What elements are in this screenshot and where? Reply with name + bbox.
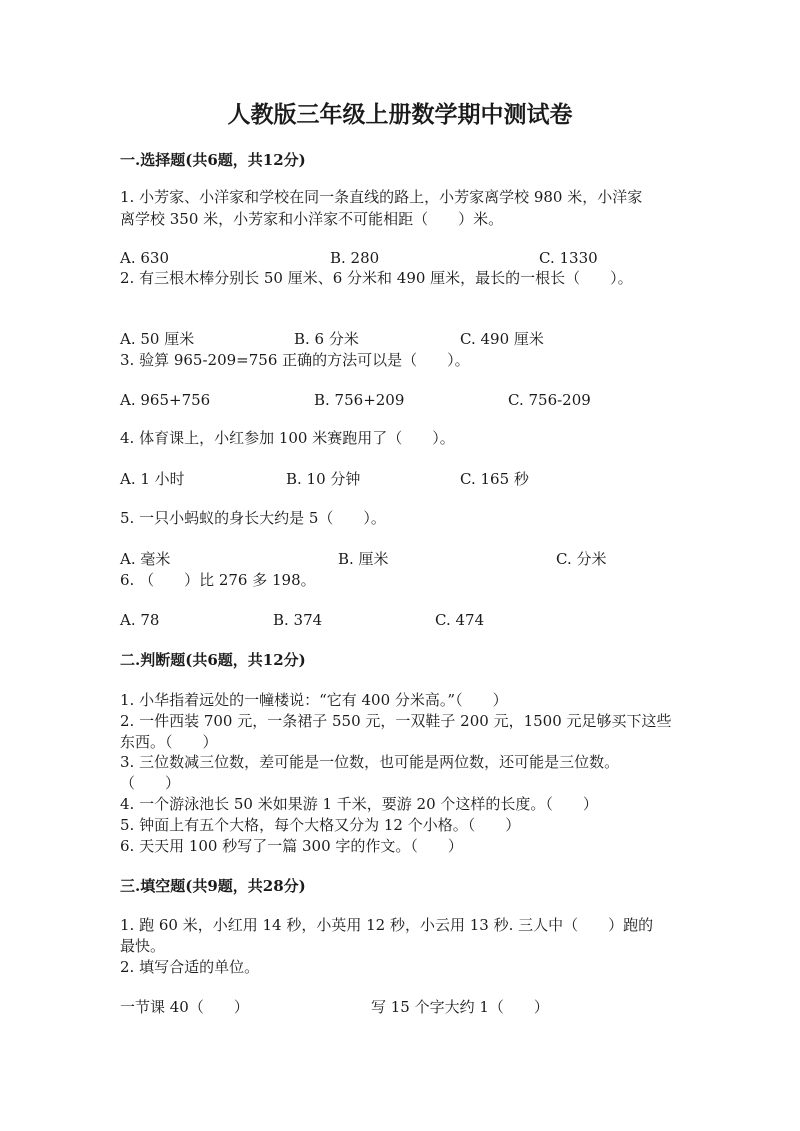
question-1-line-1: 1. 小芳家、小洋家和学校在同一条直线的路上，小芳家离学校 980 米，小洋家 (120, 188, 643, 206)
question-1-line-2: 离学校 350 米，小芳家和小洋家不可能相距（ ）米。 (120, 210, 504, 228)
question-6-line-1: 6. （ ）比 276 多 198。 (120, 571, 316, 589)
question-1-option-a: A. 630 (120, 249, 169, 267)
judge-line-4: 3. 三位数减三位数，差可能是一位数，也可能是两位数，还可能是三位数。 (120, 753, 620, 771)
question-1-option-c: C. 1330 (539, 249, 598, 267)
question-2-option-a: A. 50 厘米 (120, 330, 195, 348)
fill-line-3: 2. 填写合适的单位。 (120, 958, 260, 976)
question-5-option-b: B. 厘米 (338, 550, 389, 568)
question-6-option-b: B. 374 (273, 611, 323, 629)
question-4-option-c: C. 165 秒 (460, 470, 529, 488)
question-2-option-c: C. 490 厘米 (460, 330, 544, 348)
page-title: 人教版三年级上册数学期中测试卷 (227, 101, 573, 128)
judge-line-3: 东西。（ ） (120, 733, 218, 751)
fill-blank-1: 一节课 40（ ） (120, 998, 249, 1016)
question-3-line-1: 3. 验算 965-209=756 正确的方法可以是（ ）。 (120, 351, 470, 369)
question-4-option-b: B. 10 分钟 (286, 470, 361, 488)
judge-line-2: 2. 一件西装 700 元，一条裙子 550 元，一双鞋子 200 元，1500 元足够买下这些 (120, 712, 672, 730)
question-4-line-1: 4. 体育课上，小红参加 100 米赛跑用了（ ）。 (120, 429, 455, 447)
question-5-line-1: 5. 一只小蚂蚁的身长大约是 5（ ）。 (120, 509, 386, 527)
question-2-option-b: B. 6 分米 (294, 330, 359, 348)
fill-line-1: 1. 跑 60 米，小红用 14 秒，小英用 12 秒，小云用 13 秒. 三人中（ ）跑的 (120, 916, 654, 934)
judge-line-1: 1. 小华指着远处的一幢楼说：“它有 400 分米高。”（ ） (120, 691, 508, 709)
question-3-option-a: A. 965+756 (120, 391, 211, 409)
judge-line-5: （ ） (120, 774, 181, 792)
fill-line-2: 最快。 (120, 937, 166, 955)
judge-line-8: 6. 天天用 100 秒写了一篇 300 字的作文。（ ） (120, 837, 463, 855)
judge-line-7: 5. 钟面上有五个大格，每个大格又分为 12 个小格。（ ） (120, 816, 521, 834)
question-5-option-a: A. 毫米 (120, 550, 171, 568)
question-1-option-b: B. 280 (330, 249, 380, 267)
question-6-option-a: A. 78 (120, 611, 160, 629)
judge-line-6: 4. 一个游泳池长 50 米如果游 1 千米，要游 20 个这样的长度。（ ） (120, 795, 598, 813)
question-2-line-1: 2. 有三根木棒分别长 50 厘米、6 分米和 490 厘米，最长的一根长（ ）。 (120, 269, 633, 287)
fill-blank-2: 写 15 个字大约 1（ ） (371, 998, 549, 1016)
question-3-option-b: B. 756+209 (314, 391, 405, 409)
question-4-option-a: A. 1 小时 (120, 470, 185, 488)
question-6-option-c: C. 474 (435, 611, 485, 629)
question-3-option-c: C. 756-209 (508, 391, 591, 409)
section-heading-fill: 三.填空题(共9题，共28分) (120, 877, 306, 895)
section-heading-choice: 一.选择题(共6题，共12分) (120, 151, 306, 169)
section-heading-judge: 二.判断题(共6题，共12分) (120, 651, 306, 669)
question-5-option-c: C. 分米 (556, 550, 607, 568)
